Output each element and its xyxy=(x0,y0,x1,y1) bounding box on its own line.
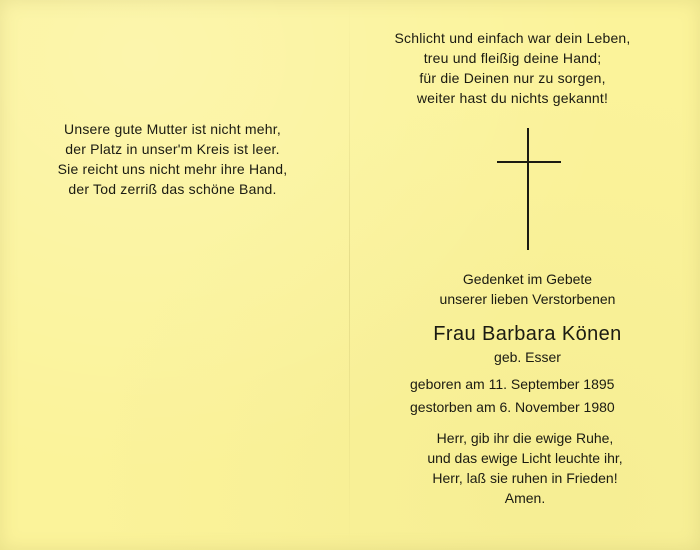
maiden-name: geb. Esser xyxy=(494,349,561,365)
latin-cross-icon xyxy=(497,128,561,250)
verse-left xyxy=(30,119,315,199)
verse-left-line-2: der Platz in unser'm Kreis ist leer. xyxy=(65,141,280,157)
prayer xyxy=(385,428,665,508)
intro-line-1: Gedenket im Gebete xyxy=(462,271,593,287)
verse-right-line-4: weiter hast du nichts gekannt! xyxy=(416,90,609,106)
verse-right-line-1: Schlicht und einfach war dein Leben, xyxy=(394,30,631,46)
verse-left-line-3: Sie reicht uns nicht mehr ihre Hand, xyxy=(57,161,288,177)
verse-right xyxy=(385,28,640,108)
verse-left-line-1: Unsere gute Mutter ist nicht mehr, xyxy=(64,121,281,137)
cross-vertical-bar xyxy=(527,128,529,250)
prayer-line-1: Herr, gib ihr die ewige Ruhe, xyxy=(436,430,614,446)
fold-line xyxy=(349,0,350,550)
death-date: gestorben am 6. November 1980 xyxy=(410,399,615,415)
cross-horizontal-bar xyxy=(497,161,561,163)
verse-right-line-2: treu und fleißig deine Hand; xyxy=(423,50,602,66)
prayer-line-4: Amen. xyxy=(504,490,546,506)
deceased-name: Frau Barbara Könen xyxy=(433,323,622,345)
birth-date: geboren am 11. September 1895 xyxy=(410,376,615,392)
intro-line-2: unserer lieben Verstorbenen xyxy=(439,291,616,307)
verse-right-line-3: für die Deinen nur zu sorgen, xyxy=(419,70,606,86)
memorial-block xyxy=(395,269,660,367)
prayer-line-3: Herr, laß sie ruhen in Frieden! xyxy=(432,470,618,486)
life-dates xyxy=(410,373,650,419)
prayer-line-2: und das ewige Licht leuchte ihr, xyxy=(427,450,623,466)
verse-left-line-4: der Tod zerriß das schöne Band. xyxy=(68,181,277,197)
